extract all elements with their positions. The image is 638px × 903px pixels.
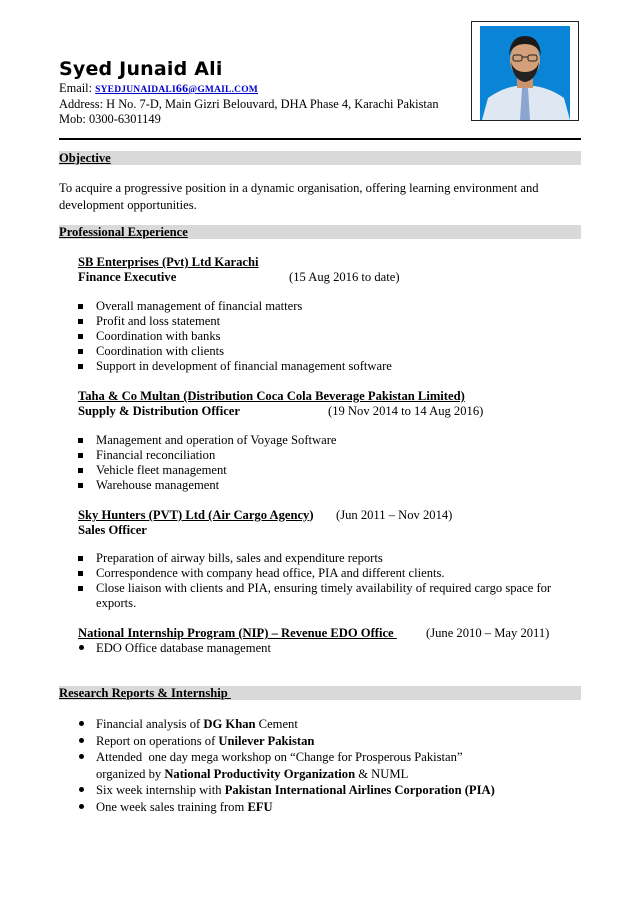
job-1-duties	[78, 299, 573, 374]
section-objective	[59, 151, 581, 165]
list-item: Financial reconciliation	[78, 448, 573, 463]
portrait-image	[472, 22, 578, 120]
research-list	[78, 716, 573, 816]
job-3-dates: (Jun 2011 – Nov 2014)	[336, 508, 453, 522]
objective-text	[59, 180, 581, 214]
list-item: One week sales training from EFU	[78, 799, 573, 816]
job-2-dates: (19 Nov 2014 to 14 Aug 2016)	[328, 404, 484, 418]
section-experience	[59, 225, 581, 239]
objective-line-2: development opportunities.	[59, 198, 197, 212]
list-item: Report on operations of Unilever Pakistan	[78, 733, 573, 750]
list-item: Coordination with clients	[78, 344, 573, 359]
list-item: Close liaison with clients and PIA, ensuring timely availability of required cargo space for	[78, 581, 573, 596]
list-item: Coordination with banks	[78, 329, 573, 344]
candidate-name: Syed Junaid Ali	[59, 58, 223, 80]
list-item: Correspondence with company head office, PIA and different clients.	[78, 566, 573, 581]
list-item: Preparation of airway bills, sales and expenditure reports	[78, 551, 573, 566]
job-1-company: SB Enterprises (Pvt) Ltd Karachi	[78, 255, 259, 269]
objective-line-1: To acquire a progressive position in a dynamic organisation, offering learning environment and	[59, 181, 539, 195]
header-divider	[59, 138, 581, 140]
email-link[interactable]: SYEDJUNAIDALI66@GMAIL.COM	[95, 81, 258, 95]
list-item: exports.	[96, 596, 137, 610]
job-3-company-tail: )	[309, 508, 314, 522]
job-2-company: Taha & Co Multan (Distribution Coca Cola Beverage Pakistan Limited)	[78, 389, 465, 403]
section-research	[59, 686, 581, 700]
list-item: EDO Office database management	[78, 640, 573, 657]
email-label: Email:	[59, 81, 96, 95]
job-4	[78, 626, 397, 641]
job-1-role: Finance Executive	[78, 270, 177, 284]
job-4-dates: (June 2010 – May 2011)	[426, 626, 550, 640]
job-1	[78, 255, 259, 285]
list-item: Overall management of financial matters	[78, 299, 573, 314]
job-3-role: Sales Officer	[78, 523, 147, 537]
list-item: Attended one day mega workshop on “Change for Prosperous Pakistan”	[78, 749, 573, 766]
list-item: organized by National Productivity Organization & NUML	[96, 766, 409, 781]
list-item: Vehicle fleet management	[78, 463, 573, 478]
job-3-duties	[78, 551, 573, 611]
list-item: Profit and loss statement	[78, 314, 573, 329]
mobile-line: Mob: 0300-6301149	[59, 112, 161, 126]
address-line: Address: H No. 7-D, Main Gizri Belouvard, DHA Phase 4, Karachi Pakistan	[59, 97, 439, 111]
job-2-role: Supply & Distribution Officer	[78, 404, 240, 418]
profile-photo	[471, 21, 579, 121]
job-3-company: Sky Hunters (PVT) Ltd (Air Cargo Agency	[78, 508, 310, 522]
list-item: Management and operation of Voyage Software	[78, 433, 573, 448]
section-research-heading: Research Reports & Internship	[59, 686, 231, 700]
section-experience-heading: Professional Experience	[59, 225, 188, 239]
job-3-company-line	[78, 508, 314, 523]
list-item: Support in development of financial management software	[78, 359, 573, 374]
job-1-dates: (15 Aug 2016 to date)	[289, 270, 400, 284]
job-4-company: National Internship Program (NIP) – Revenue EDO Office	[78, 626, 397, 640]
section-objective-heading: Objective	[59, 151, 111, 165]
list-item: Six week internship with Pakistan International Airlines Corporation (PIA)	[78, 782, 573, 799]
list-item: Financial analysis of DG Khan Cement	[78, 716, 573, 733]
job-2-duties	[78, 433, 573, 493]
job-3	[78, 508, 314, 538]
job-4-duties	[78, 640, 573, 657]
list-item: Warehouse management	[78, 478, 573, 493]
